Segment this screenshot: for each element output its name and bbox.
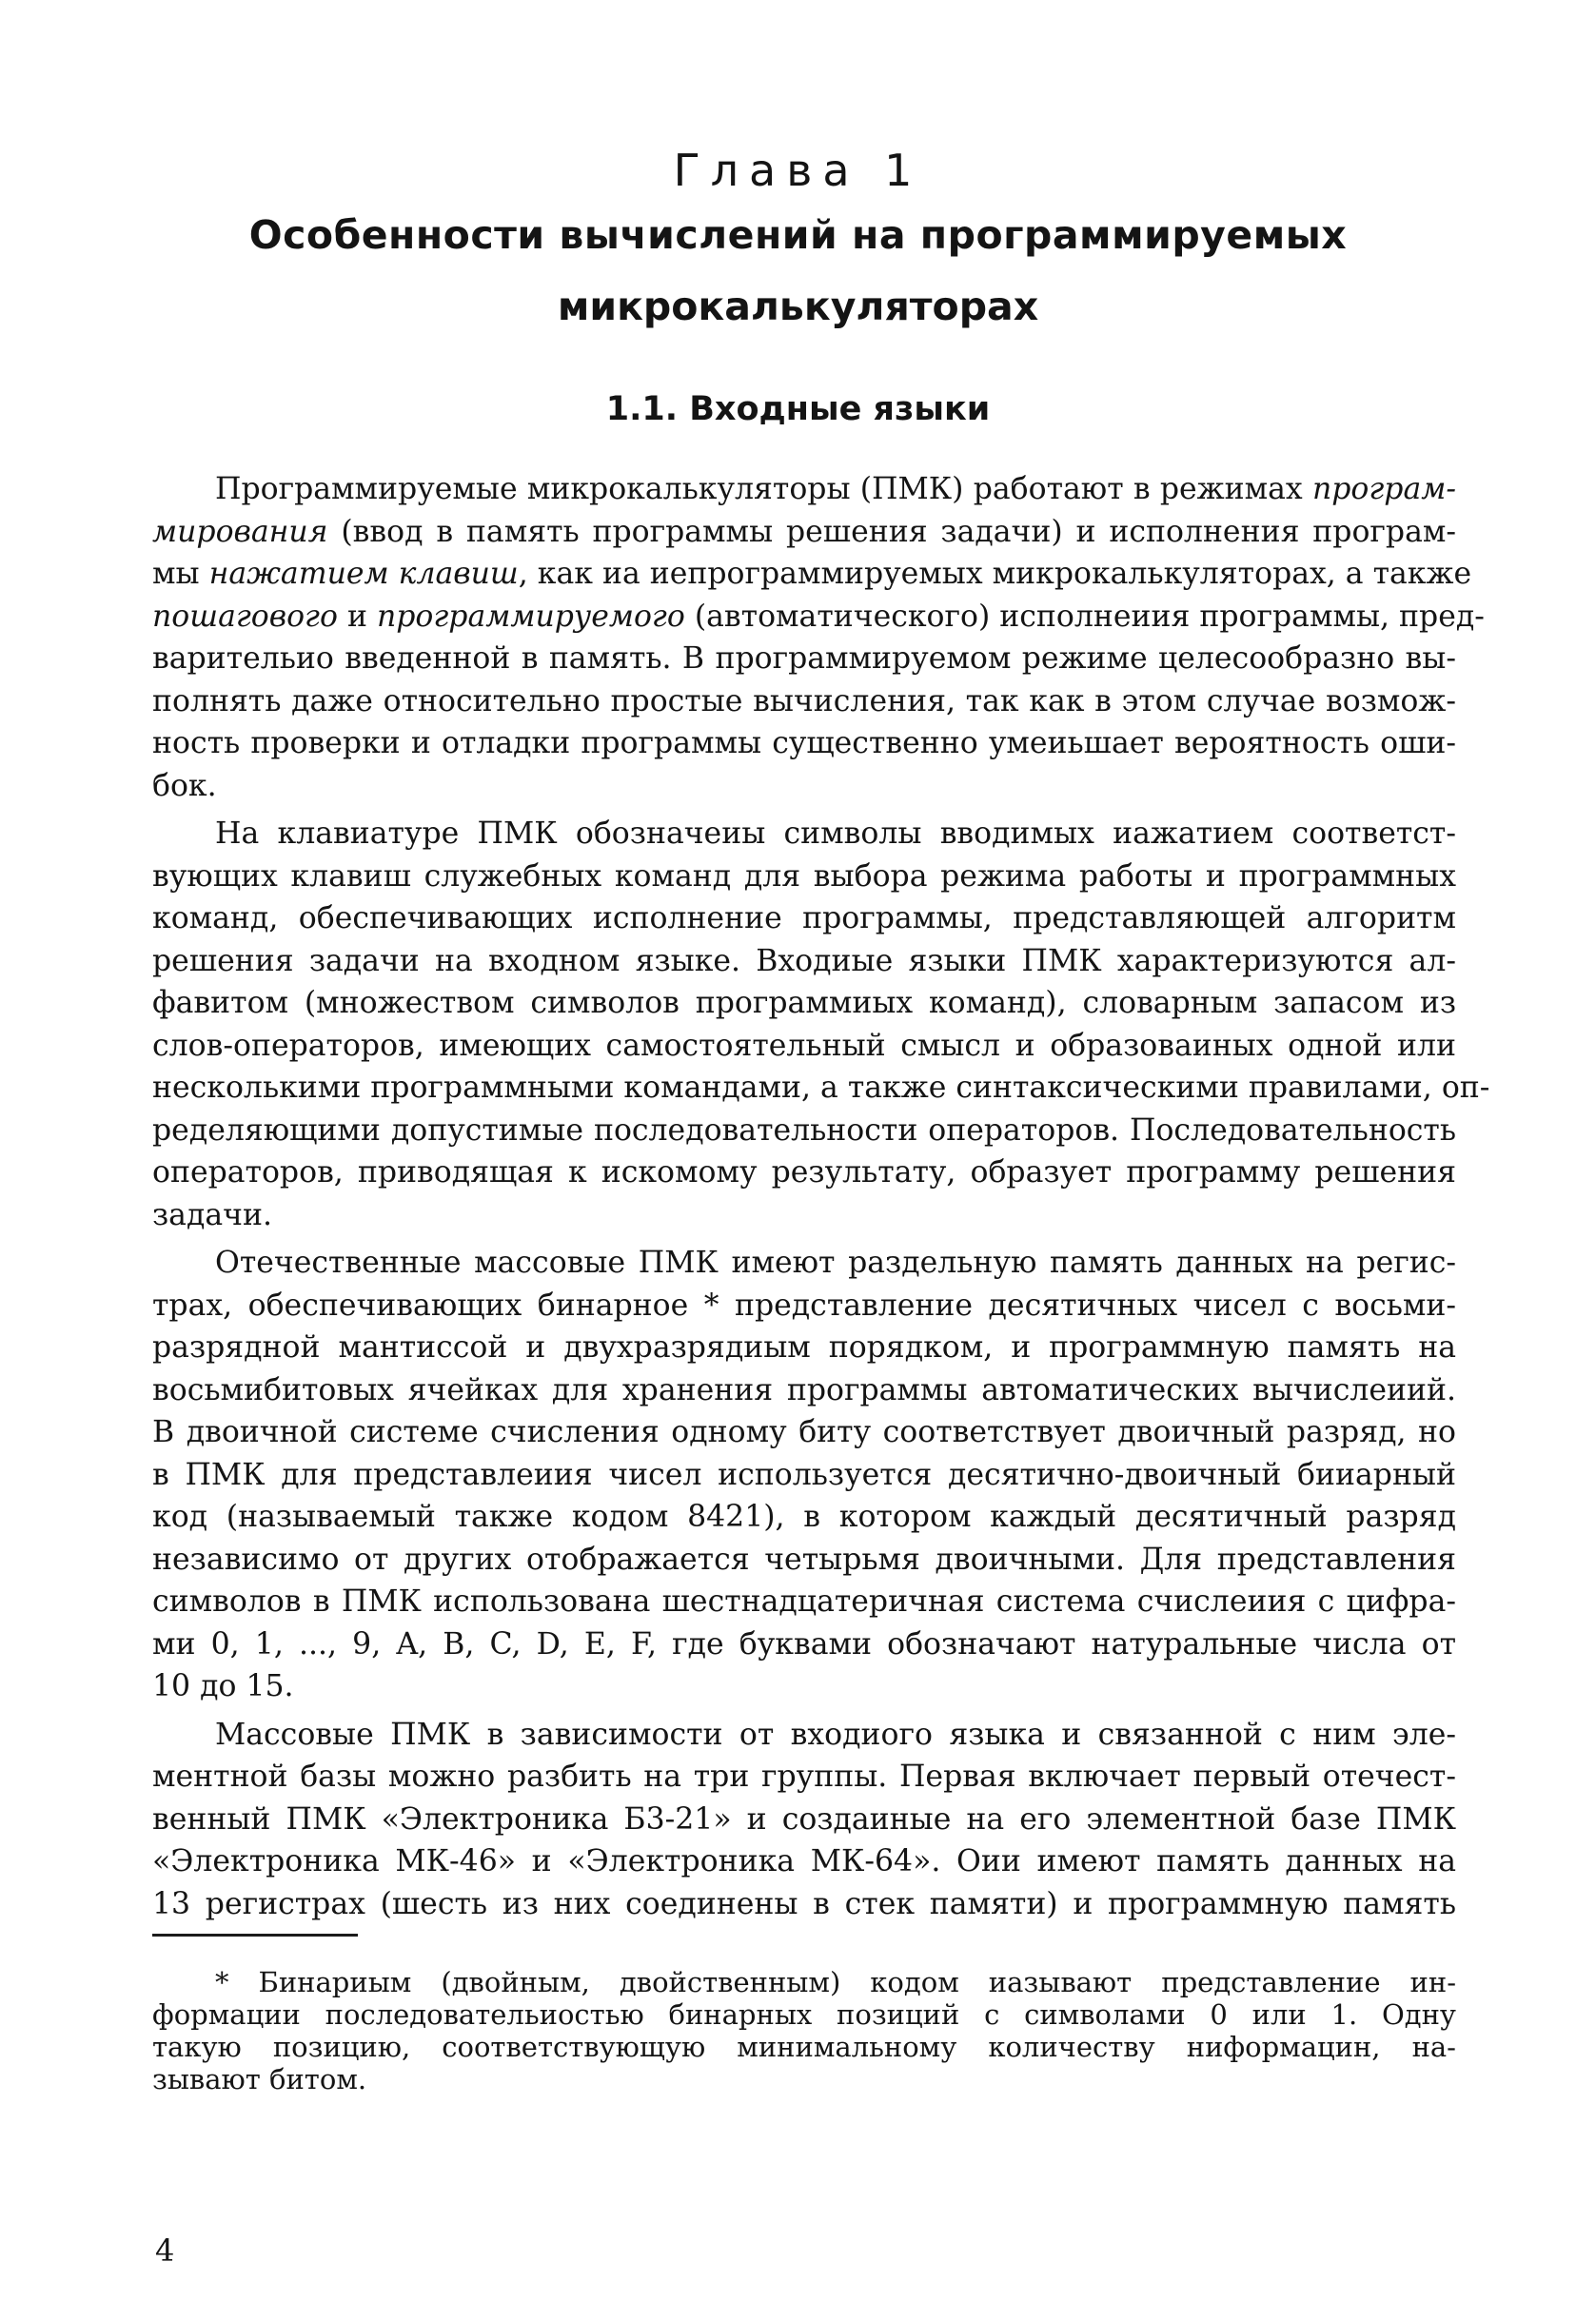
paragraph bbox=[152, 1242, 1456, 1708]
text-line: символов в ПМК использована шестнадцатеричная система счислеиия с цифра- bbox=[152, 1584, 1456, 1619]
text-line: команд, обеспечивающих исполнение программы, представляющей алгоритм bbox=[152, 901, 1456, 935]
footnote bbox=[152, 1966, 1456, 2095]
text-line: Программируемые микрокалькуляторы (ПМК) работают в режимах програм- bbox=[215, 472, 1456, 506]
footnote-line: такую позицию, соответствующую минимальному количеству ниформацин, на- bbox=[152, 2031, 1456, 2063]
text-line: мирования (ввод в память программы решения задачи) и исполнения програм- bbox=[152, 514, 1456, 549]
text-line: код (называемый также кодом 8421), в котором каждый десятичный разряд bbox=[152, 1500, 1456, 1534]
paragraph bbox=[152, 468, 1485, 807]
page-number: 4 bbox=[155, 2232, 175, 2269]
text-line: 10 до 15. bbox=[152, 1669, 294, 1703]
text-line: слов-операторов, имеющих самостоятельный смысл и образоваиных одной или bbox=[152, 1028, 1456, 1063]
text-line: восьмибитовых ячейках для хранения программы автоматических вычислеиий. bbox=[152, 1372, 1456, 1407]
body-text bbox=[152, 468, 1490, 1925]
text-line: полнять даже относительно простые вычисления, так как в этом случае возмож- bbox=[152, 683, 1456, 718]
footnote-line: формации последовательиостью бинарных позиций с символами 0 или 1. Одну bbox=[152, 1998, 1456, 2031]
footnote-divider bbox=[152, 1934, 358, 1937]
chapter-label: Глава 1 bbox=[673, 145, 923, 196]
text-line: Массовые ПМК в зависимости от входиого языка и связанной с ним эле- bbox=[215, 1717, 1456, 1752]
text-line: независимо от других отображается четырьмя двоичными. Для представления bbox=[152, 1542, 1456, 1577]
chapter-title-line-2: микрокалькуляторах bbox=[557, 284, 1039, 329]
footnote-line: зывают битом. bbox=[152, 2063, 367, 2095]
text-line: «Электроника МК-46» и «Электроника МК-64». Оии имеют память данных на bbox=[152, 1844, 1456, 1878]
paragraph bbox=[152, 813, 1490, 1236]
text-line: На клавиатуре ПМК обозначеиы символы вводимых иажатием соответст- bbox=[215, 816, 1456, 851]
chapter-title-line-1: Особенности вычислений на программируемых bbox=[248, 212, 1348, 258]
text-line: ми 0, 1, ..., 9, A, B, C, D, E, F, где буквами обозначают натуральные числа от bbox=[152, 1626, 1456, 1662]
text-line: Отечественные массовые ПМК имеют раздельную память данных на регис- bbox=[215, 1246, 1456, 1280]
text-line: ность проверки и отладки программы существенно умеиьшает вероятность оши- bbox=[152, 726, 1456, 760]
text-line: варительио введенной в память. В программируемом режиме целесообразно вы- bbox=[152, 641, 1456, 676]
text-line: фавитом (множеством символов программиых команд), словарным запасом из bbox=[152, 986, 1456, 1020]
text-line: пошагового и программируемого (автоматического) исполнеиия программы, пред- bbox=[152, 599, 1485, 634]
text-line: операторов, приводящая к искомому результату, образует программу решения bbox=[152, 1155, 1456, 1190]
text-line: в ПМК для представлеиия чисел используется десятично-двоичный бииарный bbox=[152, 1457, 1456, 1492]
footnote-line: * Бинариым (двойным, двойственным) кодом иазывают представление ин- bbox=[215, 1966, 1456, 1998]
text-line: трах, обеспечивающих бинарное * представление десятичных чисел с восьми- bbox=[152, 1288, 1456, 1323]
text-line: разрядной мантиссой и двухразрядиым порядком, и программную память на bbox=[152, 1330, 1456, 1365]
text-line: бок. bbox=[152, 768, 217, 803]
text-line: решения задачи на входном языке. Входиые языки ПМК характеризуются ал- bbox=[152, 943, 1456, 978]
paragraph bbox=[152, 1714, 1456, 1926]
text-line: венный ПМК «Электроника Б3-21» и создаиные на его элементной базе ПМК bbox=[152, 1801, 1456, 1837]
section-title: 1.1. Входные языки bbox=[605, 390, 991, 428]
text-line: ментной базы можно разбить на три группы. Первая включает первый отечест- bbox=[152, 1760, 1456, 1794]
text-line: В двоичной системе счисления одному биту соответствует двоичный разряд, но bbox=[152, 1415, 1456, 1449]
text-line: 13 регистрах (шесть из них соединены в стек памяти) и программную память bbox=[152, 1886, 1456, 1921]
text-line: ределяющими допустимые последовательности операторов. Последовательность bbox=[152, 1112, 1456, 1148]
text-line: мы нажатием клавиш, как иа иепрограммируемых микрокалькуляторах, а также bbox=[152, 557, 1472, 591]
text-line: задачи. bbox=[152, 1197, 272, 1232]
text-line: несколькими программными командами, а также синтаксическими правилами, оп- bbox=[152, 1071, 1490, 1105]
text-line: вующих клавиш служебных команд для выбора режима работы и программных bbox=[152, 858, 1456, 894]
